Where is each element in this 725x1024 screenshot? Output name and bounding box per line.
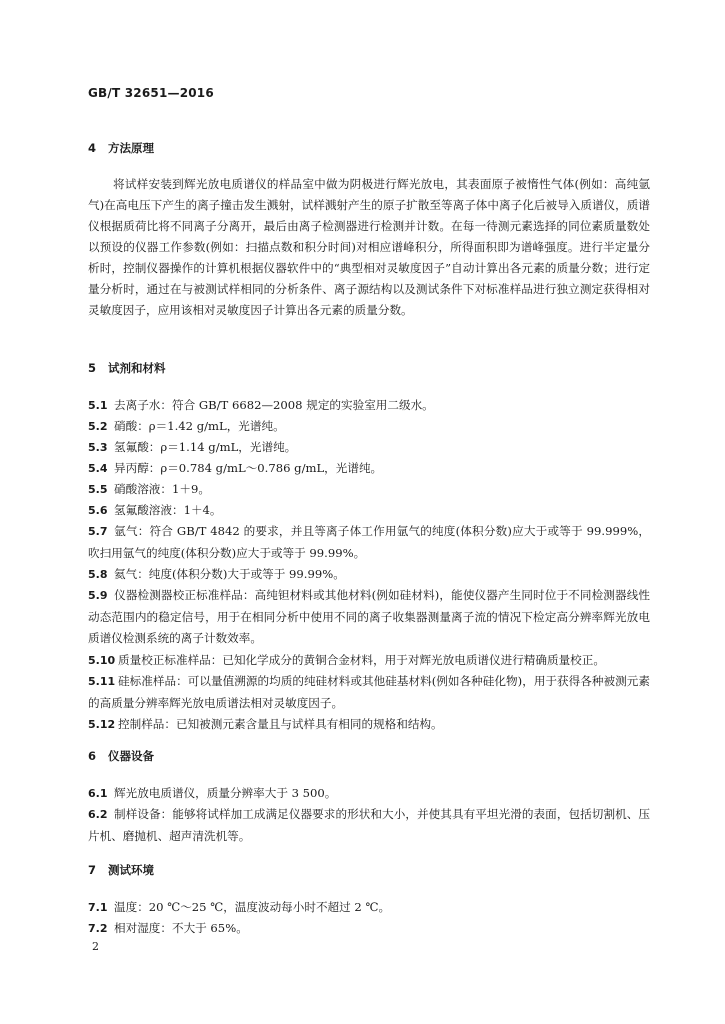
section-6-heading (88, 748, 154, 764)
list-item-5-8 (88, 564, 650, 586)
item-number: 5.12 (88, 718, 116, 731)
item-text: 氢氟酸：ρ＝1.14 g/mL，光谱纯。 (114, 440, 297, 454)
item-text: 氦气：纯度(体积分数)大于或等于 99.99%。 (114, 567, 345, 581)
section-7-heading (88, 862, 154, 878)
list-item-5-12 (88, 714, 650, 736)
item-number: 7.1 (88, 901, 108, 914)
section-number: 5 (88, 361, 97, 375)
section-4-heading (88, 140, 154, 156)
section-title: 试剂和材料 (108, 361, 166, 375)
item-number: 5.1 (88, 399, 108, 412)
item-text: 硅标准样品：可以量值溯源的均质的纯硅材料或其他硅基材料(例如各种硅化物)，用于获得各种被测元素的高质量分辨率辉光放电质谱法相对灵敏度因子。 (88, 674, 650, 710)
section-title: 方法原理 (108, 141, 154, 155)
item-number: 5.7 (88, 525, 108, 538)
item-number: 5.8 (88, 568, 108, 581)
item-text: 制样设备：能够将试样加工成满足仪器要求的形状和大小，并使其具有平坦光滑的表面，包括切割机、压片机、磨抛机、超声清洗机等。 (88, 807, 650, 843)
list-item-5-1 (88, 395, 650, 417)
item-number: 5.9 (88, 589, 108, 602)
item-text: 控制样品：已知被测元素含量且与试样具有相同的规格和结构。 (118, 717, 443, 731)
standard-code: GB/T 32651—2016 (88, 86, 214, 100)
list-item-5-7 (88, 521, 650, 564)
list-item-5-5 (88, 479, 650, 501)
item-text: 仪器检测器校正标准样品：高纯钽材料或其他材料(例如硅材料)，能使仪器产生同时位于不同检测器线性动态范围内的稳定信号，用于在相同分析中使用不同的离子收集器测量离子流的情况下检定高分辨率辉光放电质谱仪检测系统的离子计数效率。 (88, 588, 650, 645)
item-number: 5.3 (88, 441, 108, 454)
section-number: 4 (88, 141, 97, 155)
list-item-5-9 (88, 585, 650, 650)
section-number: 7 (88, 863, 97, 877)
section-title: 仪器设备 (108, 749, 154, 763)
list-item-6-1 (88, 783, 650, 805)
list-item-7-2 (88, 918, 650, 940)
item-number: 5.11 (88, 675, 116, 688)
item-number: 5.5 (88, 483, 108, 496)
list-item-7-1 (88, 897, 650, 919)
item-text: 去离子水：符合 GB/T 6682—2008 规定的实验室用二级水。 (114, 398, 434, 412)
list-item-5-2 (88, 416, 650, 438)
item-text: 硝酸溶液：1＋9。 (114, 482, 210, 496)
item-text: 异丙醇：ρ＝0.784 g/mL～0.786 g/mL，光谱纯。 (114, 461, 383, 475)
item-text: 氢氟酸溶液：1＋4。 (114, 503, 222, 517)
list-item-5-3 (88, 437, 650, 459)
list-item-5-4 (88, 458, 650, 480)
item-number: 7.2 (88, 922, 108, 935)
item-number: 6.1 (88, 787, 108, 800)
section-5-heading (88, 360, 166, 376)
section-4-paragraph: 将试样安装到辉光放电质谱仪的样品室中做为阴极进行辉光放电，其表面原子被惰性气体(例如：高纯氩气)在高电压下产生的离子撞击发生溅射，试样溅射产生的原子扩散至等离子体中离子化后被导入质谱仪，质谱仪根据质荷比将不同离子分离开，最后由离子检测器进行检测并计数。在每一待测元素选择的同位素质量数处以预设的仪器工作参数(例如：扫描点数和积分时间)对相应谱峰积分，所得面积即为谱峰强度。进行半定量分析时，控制仪器操作的计算机根据仪器软件中的“典型相对灵敏度因子”自动计算出各元素的质量分数；进行定量分析时，通过在与被测试样相同的分析条件、离子源结构以及测试条件下对标准样品进行独立测定获得相对灵敏度因子，应用该相对灵敏度因子计算出各元素的质量分数。 (88, 177, 650, 317)
list-item-6-2 (88, 804, 650, 847)
item-text: 温度：20 ℃～25 ℃，温度波动每小时不超过 2 ℃。 (114, 900, 391, 914)
item-number: 6.2 (88, 808, 108, 821)
item-text: 氩气：符合 GB/T 4842 的要求，并且等离子体工作用氩气的纯度(体积分数)应大于或等于 99.999%，吹扫用氩气的纯度(体积分数)应大于或等于 99.99%。 (88, 524, 650, 560)
item-text: 相对湿度：不大于 65%。 (114, 921, 248, 935)
item-number: 5.6 (88, 504, 108, 517)
section-title: 测试环境 (108, 863, 154, 877)
item-number: 5.4 (88, 462, 108, 475)
item-text: 辉光放电质谱仪，质量分辨率大于 3 500。 (114, 786, 337, 800)
list-item-5-11 (88, 671, 650, 714)
section-number: 6 (88, 749, 97, 763)
list-item-5-6 (88, 500, 650, 522)
item-text: 质量校正标准样品：已知化学成分的黄铜合金材料，用于对辉光放电质谱仪进行精确质量校正。 (118, 653, 605, 667)
item-text: 硝酸：ρ＝1.42 g/mL，光谱纯。 (114, 419, 285, 433)
list-item-5-10 (88, 650, 650, 672)
item-number: 5.2 (88, 420, 108, 433)
page-number: 2 (92, 940, 99, 953)
item-number: 5.10 (88, 654, 116, 667)
